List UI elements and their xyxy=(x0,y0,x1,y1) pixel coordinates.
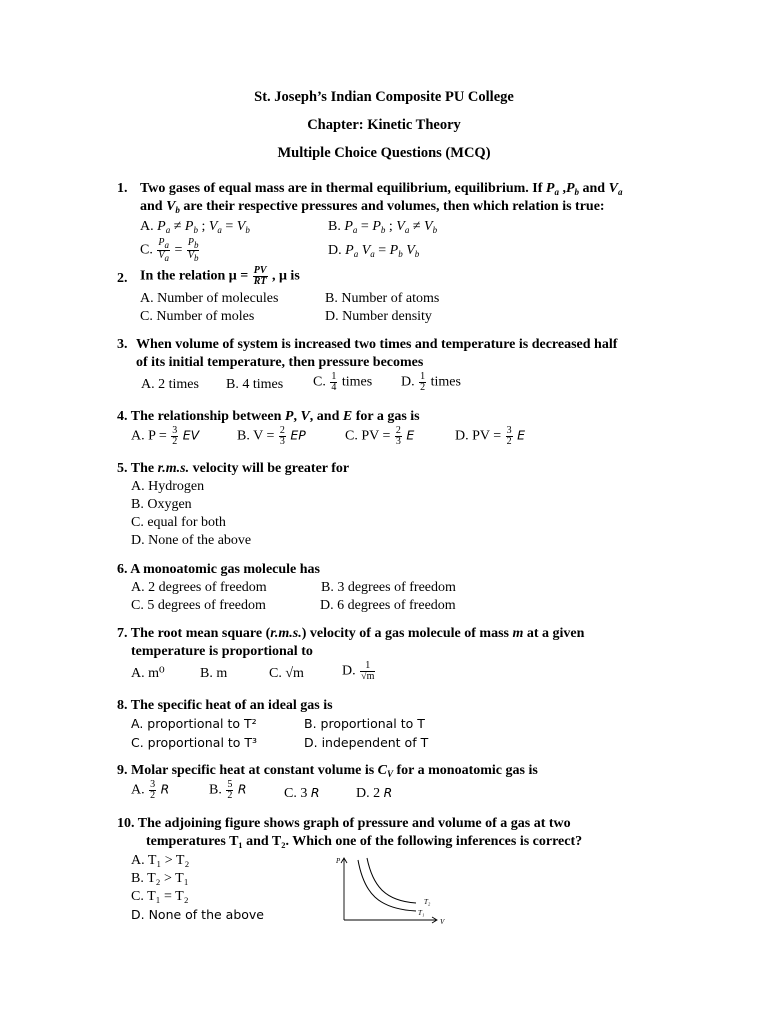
t2-label: T₂ xyxy=(424,898,431,906)
q5-option-c: C. equal for both xyxy=(131,515,226,530)
q7-option-c: C. √m xyxy=(269,666,304,681)
q6-option-a: A. 2 degrees of freedom xyxy=(131,580,267,595)
q1-option-d: D. $P_a$ $V_a = P_b$ $V_b$ xyxy=(328,243,420,259)
pv-graph-figure xyxy=(328,853,453,928)
q6-option-c: C. 5 degrees of freedom xyxy=(131,598,266,613)
q8-text: 8. The specific heat of an ideal gas is xyxy=(117,698,333,713)
q3-option-b: B. 4 times xyxy=(226,377,284,392)
q5-option-b: B. Oxygen xyxy=(131,497,192,512)
q4-option-d: D. PV = $\frac{3}{2}$ E xyxy=(455,425,526,447)
q2-option-a: A. Number of molecules xyxy=(140,291,279,306)
q5-option-d: D. None of the above xyxy=(131,533,252,548)
q5-option-a: A. Hydrogen xyxy=(131,479,205,494)
q2-text: In the relation μ = $\frac{PV}{RT}$ , μ is xyxy=(140,265,300,287)
q4-option-c: C. PV = $\frac{2}{3}$ E xyxy=(345,425,415,447)
q10-option-c: C. T₁ = T₂ xyxy=(131,889,189,904)
chapter-title: Chapter: Kinetic Theory xyxy=(307,117,461,133)
q2-option-b: B. Number of atoms xyxy=(325,291,440,306)
q4-option-a: A. P = $\frac{3}{2}$ EV xyxy=(131,425,200,447)
q8-option-a: A. proportional to T² xyxy=(131,716,257,731)
q6-option-d: D. 6 degrees of freedom xyxy=(320,598,456,613)
q9-option-b: B. $\frac{5}{2}$ R xyxy=(209,779,247,801)
q9-option-d: D. 2 R xyxy=(356,785,393,801)
q3-option-d: D. $\frac{1}{2}$ times xyxy=(401,371,461,393)
q3-text-line1: When volume of system is increased two times and temperature is decreased half xyxy=(136,337,618,352)
q2-option-c: C. Number of moles xyxy=(140,309,255,324)
q9-text: 9. Molar specific heat at constant volume is $C_V$ for a monoatomic gas is xyxy=(117,763,538,779)
q8-option-c: C. proportional to T³ xyxy=(131,735,258,750)
q10-option-d: D. None of the above xyxy=(131,907,264,922)
q3-option-c: C. $\frac{1}{4}$ times xyxy=(313,371,373,393)
q9-option-a: A. $\frac{3}{2}$ R xyxy=(131,779,170,801)
q7-option-a: A. m⁰ xyxy=(131,666,165,681)
t1-label: T₁ xyxy=(418,909,425,917)
q8-option-d: D. independent of T xyxy=(304,735,429,750)
q7-option-d: D. $\frac{1}{√m}$ xyxy=(342,660,375,682)
q6-text: 6. A monoatomic gas molecule has xyxy=(117,562,320,577)
q3-option-a: A. 2 times xyxy=(141,377,199,392)
q5-text: 5. The r.m.s. velocity will be greater for xyxy=(117,461,350,476)
v-axis-label: V xyxy=(440,918,445,926)
q9-option-c: C. 3 R xyxy=(284,785,320,801)
q3-number: 3. xyxy=(117,337,128,352)
q1-number: 1. xyxy=(117,181,128,196)
q10-option-b: B. T₂ > T₁ xyxy=(131,871,189,886)
q4-option-b: B. V = $\frac{2}{3}$ EP xyxy=(237,425,306,447)
q10-text-line1: 10. The adjoining figure shows graph of pressure and volume of a gas at two xyxy=(117,816,571,831)
q7-text-line1: 7. The root mean square (r.m.s.) velocity of a gas molecule of mass m at a given xyxy=(117,626,585,641)
q7-text-line2: temperature is proportional to xyxy=(131,644,313,659)
q4-text: 4. The relationship between P, V, and E for a gas is xyxy=(117,409,420,424)
q8-option-b: B. proportional to T xyxy=(304,716,425,731)
q1-option-b: B. $P_a = P_b$ ; $V_a \ne V_b$ xyxy=(328,219,438,235)
mcq-title: Multiple Choice Questions (MCQ) xyxy=(277,145,491,161)
q2-option-d: D. Number density xyxy=(325,309,432,324)
q1-option-a: A. $P_a \ne P_b$ ; $V_a = V_b$ xyxy=(140,219,250,235)
q10-text-line2: temperatures T₁ and T₂. Which one of the following inferences is correct? xyxy=(146,834,583,849)
q1-option-c: C. $\frac{P_a}{V_a}$ = $\frac{P_b}{V_b}$ xyxy=(140,237,199,263)
q6-option-b: B. 3 degrees of freedom xyxy=(321,580,456,595)
q1-text-line2: and $V_b$ are their respective pressures and volumes, then which relation is true: xyxy=(140,199,605,215)
q10-option-a: A. T₁ > T₂ xyxy=(131,853,190,868)
q1-text-line1: Two gases of equal mass are in thermal equilibrium, equilibrium. If $P_a$ $,P_b$ and $V_a$ xyxy=(140,181,623,197)
college-title: St. Joseph’s Indian Composite PU College xyxy=(254,89,514,105)
q3-text-line2: of its initial temperature, then pressure becomes xyxy=(136,355,424,370)
q7-option-b: B. m xyxy=(200,666,228,681)
p-axis-label: P xyxy=(336,857,341,865)
q2-number: 2. xyxy=(117,271,128,286)
isotherm-t1 xyxy=(358,860,416,911)
